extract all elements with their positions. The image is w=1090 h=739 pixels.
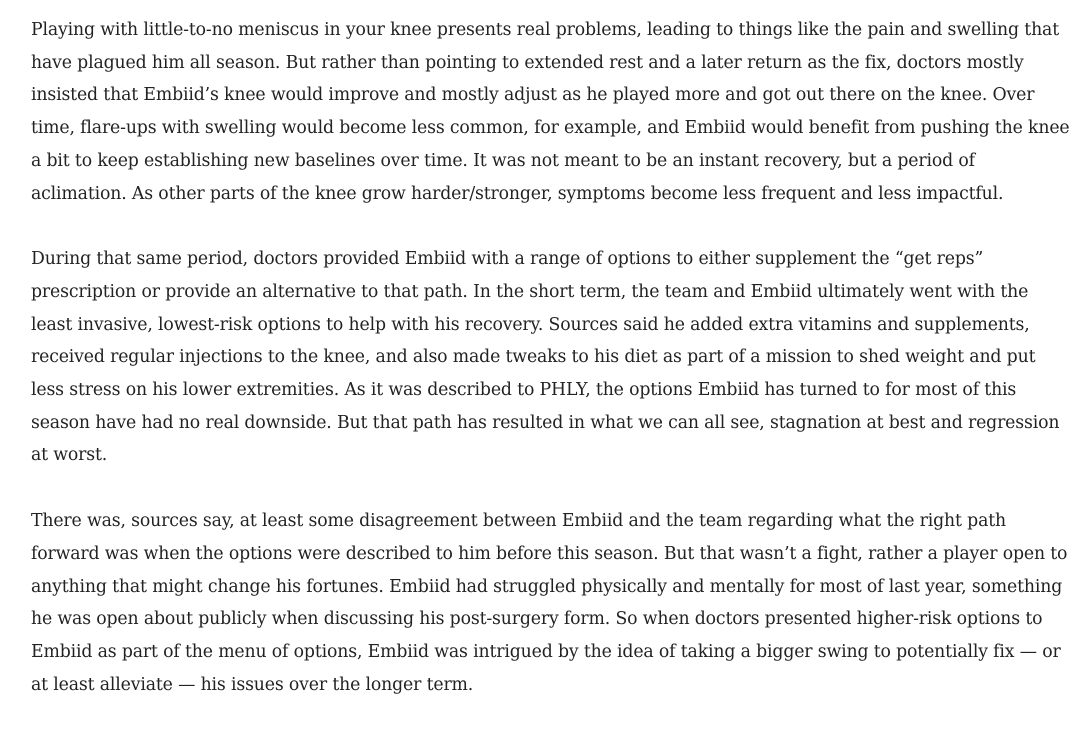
article-paragraph-1: Playing with little-to-no meniscus in your knee presents real problems, leading to things like the pain and swelling that have plagued him all season. But rather than pointing to extended rest and a later return as the fix, doctors mostly insisted that Embiid’s knee would improve and mostly adjust as he played more and got out there on the knee. Over time, flare-ups with swelling would become less common, for example, and Embiid would benefit from pushing the knee a bit to keep establishing new baselines over time. It was not meant to be an instant recovery, but a period of aclimation. As other parts of the knee grow harder/stronger, symptoms become less frequent and less impactful. — [31, 20, 1070, 204]
article-paragraph-2: During that same period, doctors provided Embiid with a range of options to either supplement the “get reps” prescription or provide an alternative to that path. In the short term, the team and Embiid ultimately went with the least invasive, lowest-risk options to help with his recovery. Sources said he added extra vitamins and supplements, received regular injections to the knee, and also made tweaks to his diet as part of a mission to shed weight and put less stress on his lower extremities. As it was described to PHLY, the options Embiid has turned to for most of this season have had no real downside. But that path has resulted in what we can all see, stagnation at best and regression at worst. — [31, 249, 1060, 466]
article-paragraph-3: There was, sources say, at least some disagreement between Embiid and the team regarding what the right path forward was when the options were described to him before this season. But that wasn’t a fight, rather a player open to anything that might change his fortunes. Embiid had struggled physically and mentally for most of last year, something he was open about publicly when discussing his post-surgery form. So when doctors presented higher-risk options to Embiid as part of the menu of options, Embiid was intrigued by the idea of taking a bigger swing to potentially fix — or at least alleviate — his issues over the longer term. — [31, 511, 1068, 695]
